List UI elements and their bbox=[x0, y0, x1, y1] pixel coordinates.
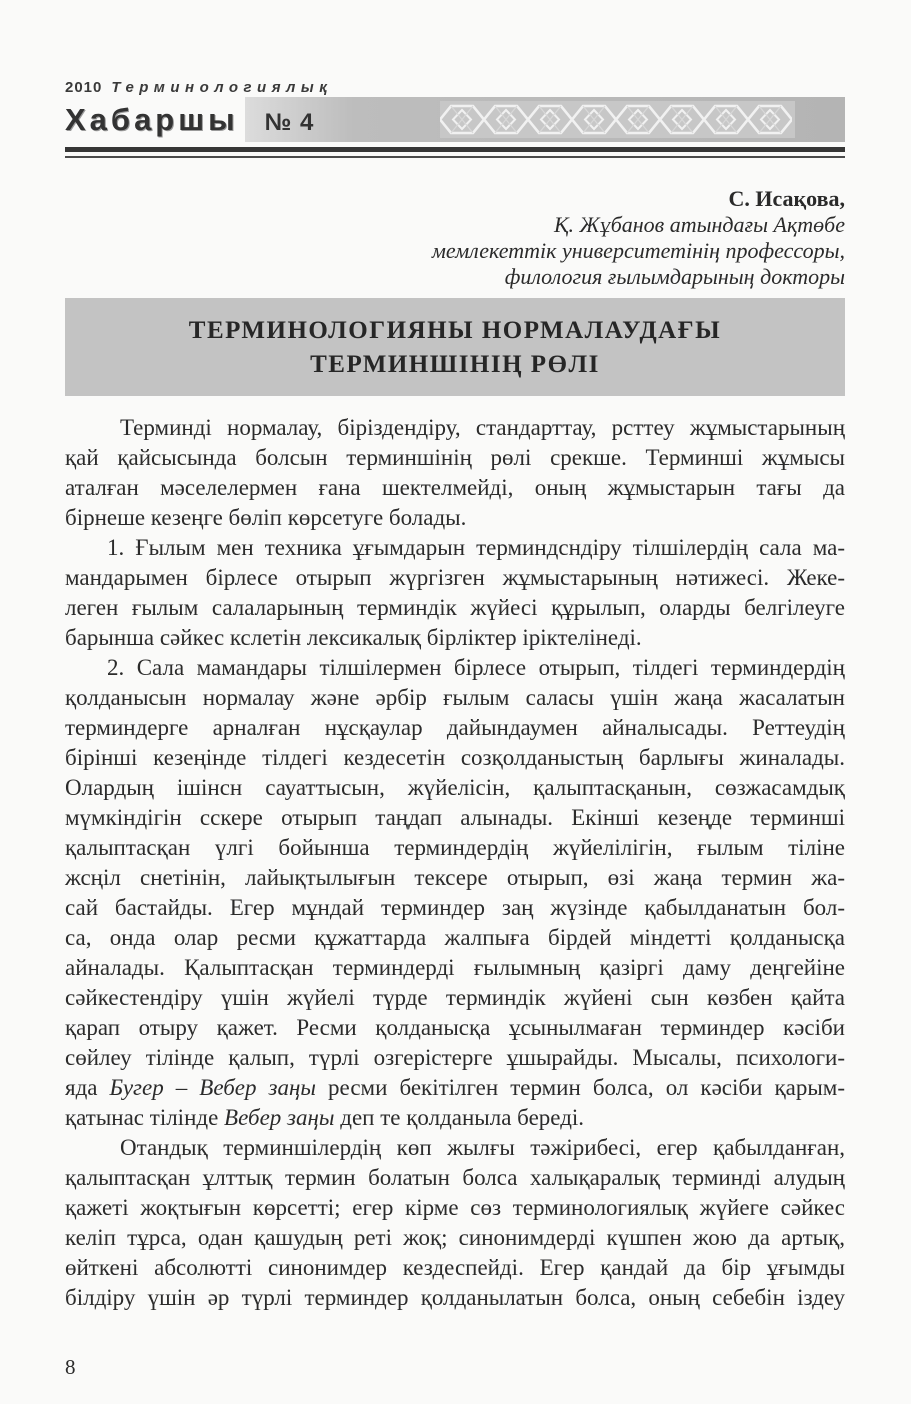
header-rule-thin bbox=[65, 156, 845, 158]
author-name: С. Исақова, bbox=[728, 186, 845, 211]
body-line: Терминді нормалау, біріздендіру, стандарттау, рсттеу жұмыстарының bbox=[120, 415, 845, 440]
body-line: жсңіл снетінін, лайықтылығын тексере отырып, өзі жаңа термин жа- bbox=[65, 865, 845, 890]
body-line: қажеті жоқтығын көрсетті; егер кірме сөз терминологиялық жүйеге сәйкес bbox=[65, 1195, 845, 1220]
body-line: айналады. Қалыптасқан терминдерді ғылымның қазіргі даму деңгейіне bbox=[65, 955, 845, 980]
body-line: сөйлеу тілінде қалып, түрлі озгерістерге ұшырайды. Мысалы, психологи- bbox=[65, 1045, 845, 1070]
journal-header-top bbox=[65, 78, 332, 98]
body-line: қалыптасқан үлгі бойынша терминдердің жүйелілігін, ғылым тіліне bbox=[65, 835, 845, 860]
body-line: Отандық терминшілердің көп жылғы тәжірибесі, егер қабылданған, bbox=[120, 1135, 845, 1160]
paragraph bbox=[65, 653, 845, 1133]
body-text-segment: деп те қолданыла береді. bbox=[334, 1105, 585, 1130]
body-text-segment: яда bbox=[65, 1075, 110, 1100]
body-line: бірінші кезеңінде тілдегі кездесетін созқолданыстың барлығы жиналады. bbox=[65, 745, 845, 770]
body-line: қалыптасқан ұлттық термин болатын болса халықаралық терминді алудың bbox=[65, 1165, 845, 1190]
article-title-line: ТЕРМИНШІНІҢ РӨЛІ bbox=[310, 351, 600, 378]
header-ornament-band bbox=[245, 97, 845, 142]
author-block bbox=[65, 186, 845, 290]
body-line: қай қайсысында болсын терминшінің рөлі срекше. Терминші жұмысы bbox=[65, 445, 845, 470]
body-line: 1. Ғылым мен техника ұғымдарын терминдсндіру тілшілердің сала ма- bbox=[107, 535, 845, 560]
body-line: бірнеше кезеңге бөліп көрсетуге болады. bbox=[65, 505, 467, 530]
emphasized-term: Бугер – Вебер заңы bbox=[109, 1075, 317, 1100]
body-text-segment: қатынас тілінде bbox=[65, 1105, 225, 1130]
page-number: 8 bbox=[65, 1355, 76, 1379]
body-line: білдіру үшін әр түрлі терминдер қолданылатын болса, оның себебін іздеу bbox=[65, 1285, 845, 1310]
header-rule-thick bbox=[65, 147, 845, 152]
body-line: мандарымен бірлесе отырып жүргізген жұмыстарының нәтижесі. Жеке- bbox=[65, 565, 845, 590]
body-line: терминдерге арналған нұсқаулар дайындаумен айналысады. Реттеудің bbox=[65, 715, 845, 740]
body-line bbox=[65, 1103, 845, 1133]
author-affiliation-line: филология ғылымдарының докторы bbox=[504, 264, 845, 289]
body-line: аталған мәселелермен ғана шектелмейді, оның жұмыстарын тағы да bbox=[65, 475, 845, 500]
body-line: 2. Сала мамандары тілшілермен бірлесе отырып, тілдегі терминдердің bbox=[107, 655, 845, 680]
ornament-icon bbox=[440, 97, 795, 142]
body-line: өйткені абсолютті синонимдер кездеспейді. Егер қандай да бір ұғымды bbox=[65, 1255, 845, 1280]
journal-title-main: Хабаршы bbox=[65, 102, 239, 137]
journal-year: 2010 bbox=[65, 79, 103, 96]
journal-issue: № 4 bbox=[264, 109, 315, 136]
body-line: мүмкіндігін сскере отырып таңдап алынады. Екінші кезеңде терминші bbox=[65, 805, 845, 830]
article-title-line: ТЕРМИНОЛОГИЯНЫ НОРМАЛАУДАҒЫ bbox=[188, 317, 722, 344]
body-line: Олардың ішінсн сауаттысын, жүйелісін, қалыптасқанын, сөзжасамдық bbox=[65, 775, 845, 800]
body-line: қарап отыру қажет. Ресми қолданысқа ұсынылмаған терминдер кәсіби bbox=[65, 1015, 845, 1040]
paragraph bbox=[65, 533, 845, 653]
article-body bbox=[65, 413, 845, 1313]
journal-title-top: Терминологиялық bbox=[111, 79, 333, 96]
body-line: са, онда олар ресми құжаттарда жалпыға бірдей міндетті қолданысқа bbox=[65, 925, 845, 950]
body-line: сәйкестендіру үшін жүйелі түрде терминдік жүйені сын көзбен қайта bbox=[65, 985, 845, 1010]
body-line: барынша сәйкес кслетін лексикалық бірліктер іріктелінеді. bbox=[65, 625, 642, 650]
body-line bbox=[65, 1073, 845, 1103]
paragraph bbox=[65, 413, 845, 533]
body-line: қолданысын нормалау және әрбір ғылым саласы үшін жаңа жасалатын bbox=[65, 685, 845, 710]
body-line: сай бастайды. Егер мұндай терминдер заң жүзінде қабылданатын бол- bbox=[65, 895, 845, 920]
author-affiliation-line: мемлекеттік университетінің профессоры, bbox=[431, 238, 845, 263]
body-text-segment: ресми бекітілген термин болса, ол кәсіби қарым- bbox=[316, 1075, 845, 1100]
article-title-box bbox=[65, 298, 845, 396]
paragraph bbox=[65, 1133, 845, 1313]
author-affiliation-line: Қ. Жұбанов атындағы Ақтөбе bbox=[553, 212, 845, 237]
emphasized-term: Вебер заңы bbox=[224, 1105, 335, 1130]
body-line: леген ғылым салаларының терминдік жүйесі құрылып, оларды белгілеуге bbox=[65, 595, 845, 620]
journal-header-main bbox=[65, 100, 314, 140]
body-line: келіп тұрса, одан қашудың реті жоқ; синонимдерді күшпен жою да артық, bbox=[65, 1225, 845, 1250]
